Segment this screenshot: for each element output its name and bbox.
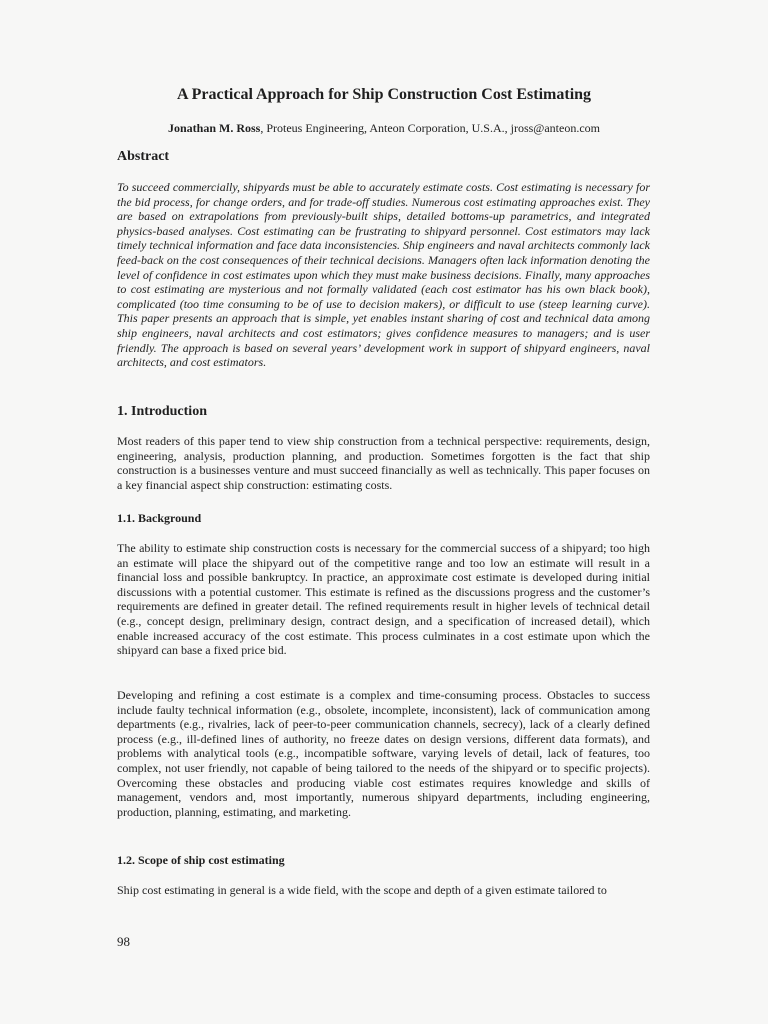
intro-heading: 1. Introduction bbox=[117, 404, 207, 419]
background-heading: 1.1. Background bbox=[117, 511, 202, 525]
background-paragraph-2: Developing and refining a cost estimate is a complex and time-consuming process. Obstacles to success include faulty technical information (e.g., obsolete, incomplete, inconsistent), lack of communication among departments (e.g., rivalries, lack of peer-to-peer communication channels, secrecy), lack of a clearly defined process (e.g., ill-defined lines of authority, no freeze dates on design versions, different data formats), and problems with analytical tools (e.g., incompatible software, varying levels of detail, lack of features, too complex, not user friendly, not capable of being tailored to the needs of the shipyard or to specific projects). Overcoming these obstacles and producing viable cost estimates requires knowledge and skills of management, vendors and, most importantly, numerous shipyard departments, including engineering, production, planning, estimating, and marketing. bbox=[117, 688, 650, 819]
background-paragraph-1: The ability to estimate ship construction costs is necessary for the commercial success of a shipyard; too high an estimate will place the shipyard out of the competitive range and too low an estimate will result in a financial loss and possible bankruptcy. In practice, an approximate cost estimate is developed during initial discussions with a potential customer. This estimate is refined as the discussions progress and the customer’s requirements are defined in greater detail. The refined requirements result in higher levels of technical detail (e.g., concept design, preliminary design, contract design, and a specification of increased detail), which enable increased accuracy of the cost estimate. This process culminates in a cost estimate upon which the shipyard can base a fixed price bid. bbox=[117, 541, 650, 658]
paper-title: A Practical Approach for Ship Construction Cost Estimating bbox=[176, 86, 592, 103]
author-affiliation: , Proteus Engineering, Anteon Corporation, U.S.A., jross@anteon.com bbox=[260, 121, 601, 135]
abstract-heading: Abstract bbox=[117, 149, 170, 164]
intro-text: Most readers of this paper tend to view ship construction from a technical perspective: requirements, design, engineering, analysis, production planning, and production. Sometimes forgotten is the fact that ship construction is a businesses venture and must succeed financially as well as technically. This paper focuses on a key financial aspect ship construction: estimating costs. bbox=[117, 434, 650, 492]
abstract-text: To succeed commercially, shipyards must be able to accurately estimate costs. Cost estimating is necessary for the bid process, for change orders, and for trade-off studies. Numerous cost estimating approaches exist. They are based on extrapolations from previously-built ships, detailed bottoms-up parametrics, and integrated physics-based analyses. Cost estimating can be frustrating to shipyard personnel. Cost estimators may lack timely technical information and face data inconsistencies. Ship engineers and naval architects commonly lack feed-back on the cost consequences of their technical decisions. Managers often lack information denoting the level of confidence in cost estimates upon which they must make business decisions. Finally, many approaches to cost estimating are mysterious and not formally validated (each cost estimator has his own black book), complicated (too time consuming to be of use to decision makers), or difficult to use (steep learning curve). This paper presents an approach that is simple, yet enables instant sharing of cost and technical data among ship engineers, naval architects and cost estimators; gives confidence measures to managers; and is user friendly. The approach is based on several years’ development work in support of shipyard engineers, naval architects, and cost estimators. bbox=[117, 180, 650, 370]
author-line bbox=[0, 120, 768, 136]
scope-heading: 1.2. Scope of ship cost estimating bbox=[117, 853, 285, 867]
scope-text: Ship cost estimating in general is a wide field, with the scope and depth of a given estimate tailored to bbox=[117, 883, 607, 897]
page-number: 98 bbox=[117, 934, 130, 949]
author-name: Jonathan M. Ross bbox=[167, 121, 261, 135]
